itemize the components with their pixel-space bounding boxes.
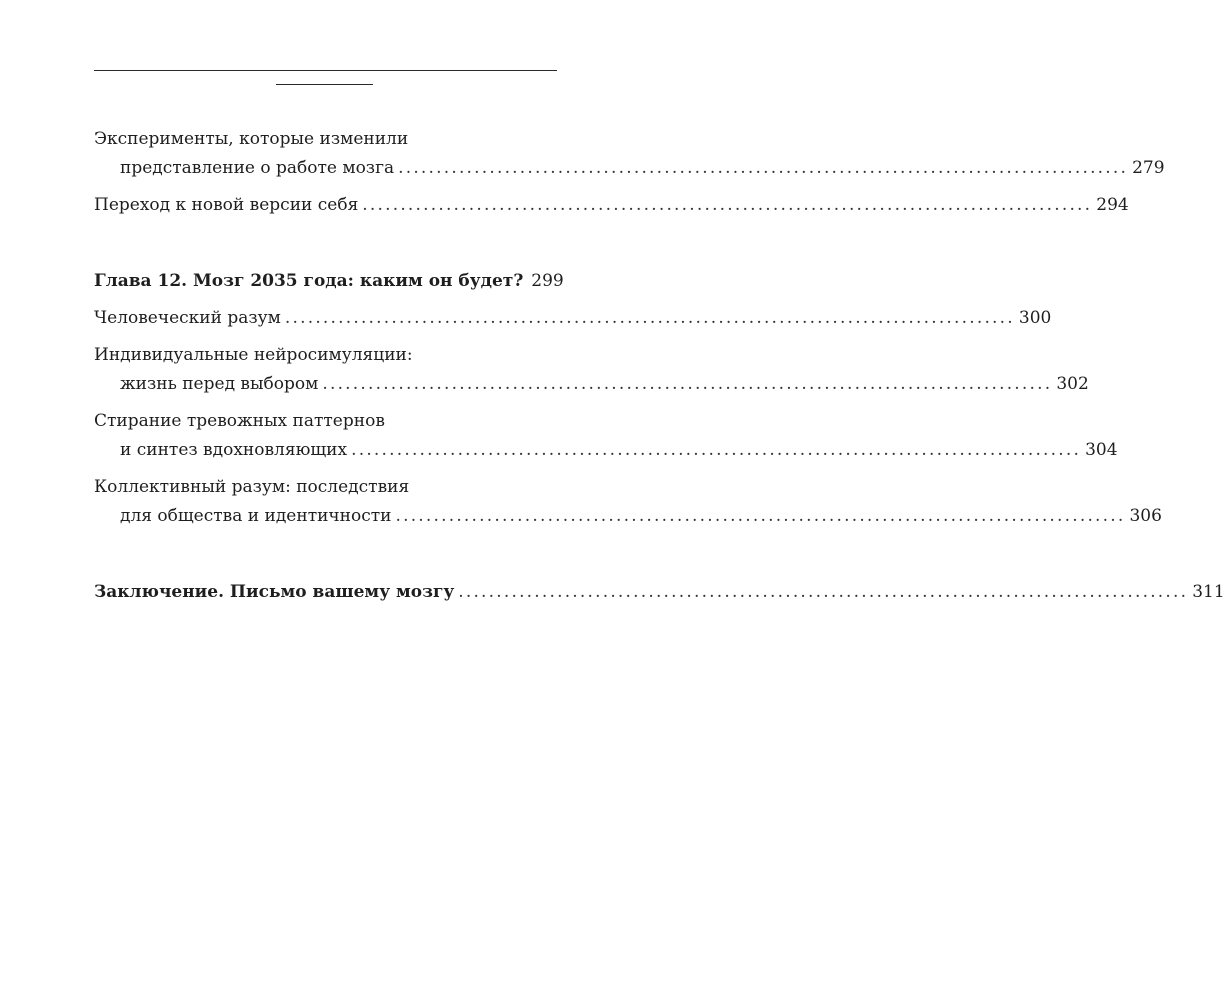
dot-leader: ................................................................................................: [322, 374, 1053, 394]
dot-leader: ................................................................................................: [362, 195, 1093, 215]
toc-entry-title: Индивидуальные нейросимуляции:: [94, 345, 413, 365]
toc-chapter-title: Глава 12. Мозг 2035 года: каким он будет?: [94, 271, 524, 291]
toc-entry-title: и синтез вдохновляющих: [120, 440, 348, 460]
toc-entry-erasing-patterns[interactable]: [94, 407, 1118, 465]
toc-entry-experiments[interactable]: [94, 125, 1165, 183]
toc-entry-conclusion[interactable]: [94, 578, 1225, 607]
toc-chapter-title: Заключение. Письмо вашему мозгу: [94, 582, 455, 602]
toc-entry-neurosimulations[interactable]: [94, 341, 1089, 399]
toc-entry-title: представление о работе мозга: [120, 158, 395, 178]
dot-leader: ................................................................................................: [351, 440, 1082, 460]
toc-page-number: 299: [531, 271, 564, 291]
toc-page-number: 279: [1132, 158, 1165, 178]
toc-entry-title: Человеческий разум: [94, 308, 281, 328]
dot-leader: ................................................................................................: [395, 506, 1126, 526]
toc-entry-title: Эксперименты, которые изменили: [94, 129, 409, 149]
toc-entry-title: для общества и идентичности: [120, 506, 392, 526]
toc-page-number: 311: [1192, 582, 1225, 602]
short-rule: [276, 84, 373, 85]
toc-entry-human-mind[interactable]: [94, 304, 1052, 333]
dot-leader: ................................................................................................: [284, 308, 1015, 328]
toc-entry-title: жизнь перед выбором: [120, 374, 319, 394]
dot-leader: ................................................................................................: [398, 158, 1129, 178]
toc-page-number: 300: [1018, 308, 1052, 328]
toc-entry-title: Коллективный разум: последствия: [94, 477, 410, 497]
toc-entry-chapter-12[interactable]: [94, 267, 564, 296]
toc-entry-collective-mind[interactable]: [94, 473, 1162, 531]
table-of-contents: [94, 125, 1225, 607]
dot-leader: ................................................................................................: [458, 582, 1189, 602]
top-rule: [94, 70, 557, 71]
toc-page-number: 306: [1129, 506, 1162, 526]
toc-page-number: 294: [1096, 195, 1129, 215]
toc-entry-title: Стирание тревожных паттернов: [94, 411, 385, 431]
toc-entry-transition[interactable]: [94, 191, 1129, 220]
toc-page-number: 302: [1056, 374, 1089, 394]
toc-page-number: 304: [1085, 440, 1118, 460]
toc-entry-title: Переход к новой версии себя: [94, 195, 359, 215]
